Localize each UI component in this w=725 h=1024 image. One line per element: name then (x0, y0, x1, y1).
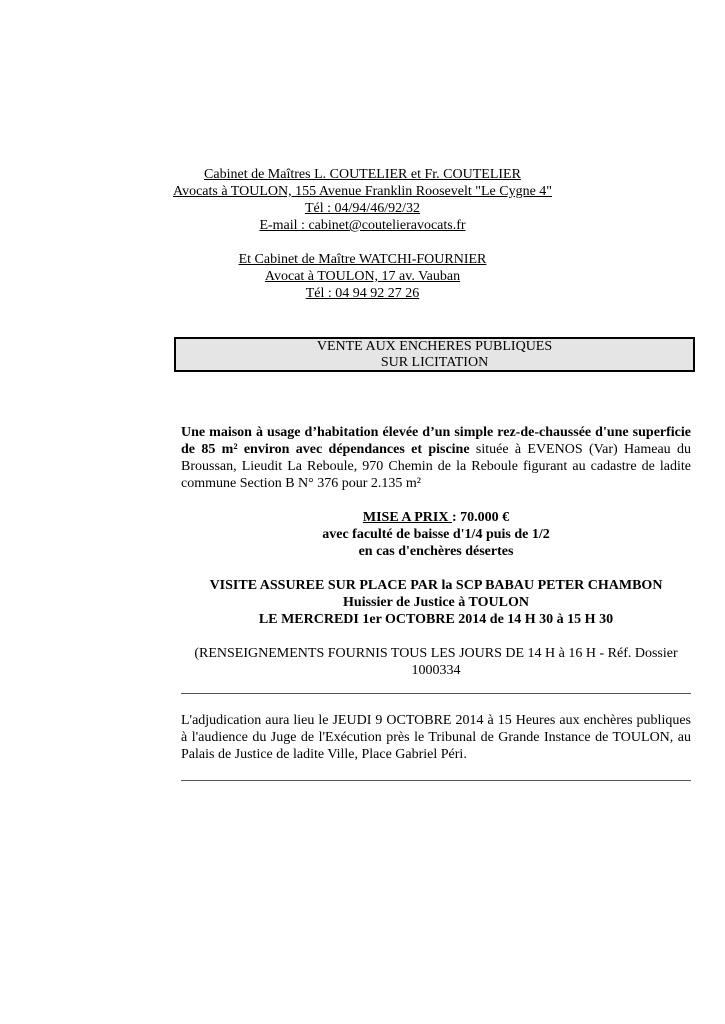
visit-line1: VISITE ASSUREE SUR PLACE PAR la SCP BABAU PETER CHAMBON (209, 578, 663, 593)
visit-block (181, 577, 691, 628)
price-condition-note: en cas d'enchères désertes (358, 544, 514, 559)
sale-title-line1: VENTE AUX ENCHERES PUBLIQUES (316, 338, 553, 354)
starting-price-value: : 70.000 € (451, 510, 510, 525)
firm1-phone: Tél : 04/94/46/92/32 (304, 201, 421, 216)
firm2-block (0, 251, 725, 302)
price-reduction-note: avec faculté de baisse d'1/4 puis de 1/2 (322, 527, 550, 542)
firm1-address: Avocats à TOULON, 155 Avenue Franklin Roosevelt "Le Cygne 4" (173, 184, 552, 199)
info-text: (RENSEIGNEMENTS FOURNIS TOUS LES JOURS DE 14 H à 16 H - Réf. Dossier 1000334 (194, 646, 678, 678)
visit-line3: LE MERCREDI 1er OCTOBRE 2014 de 14 H 30 à 15 H 30 (258, 612, 614, 627)
sale-title-line2: SUR LICITATION (380, 354, 489, 370)
firm1-name: Cabinet de Maîtres L. COUTELIER et Fr. COUTELIER (204, 167, 521, 182)
property-description (181, 424, 691, 492)
firm1-block (0, 166, 725, 234)
property-description-rest: située à EVENOS (Var) Hameau du Broussan, Lieudit La Reboule, 970 Chemin de la Reboule figurant au cadastre de ladite commune Section B N° 376 pour 2.135 m² (181, 442, 691, 491)
divider-top (181, 693, 691, 694)
firm2-address: Avocat à TOULON, 17 av. Vauban (264, 269, 461, 284)
adjudication-text: L'adjudication aura lieu le JEUDI 9 OCTOBRE 2014 à 15 Heures aux enchères publiques à l'audience du Juge de l'Exécution près le Tribunal de Grande Instance de TOULON, au Palais de Justice de ladite Ville, Place Gabriel Péri. (181, 713, 691, 762)
starting-price-block (181, 509, 691, 560)
firm1-email: E-mail : cabinet@coutelieravocats.fr (259, 218, 466, 233)
divider-bottom (181, 780, 691, 781)
firm2-name: Et Cabinet de Maître WATCHI-FOURNIER (238, 252, 487, 267)
firm2-phone: Tél : 04 94 92 27 26 (305, 286, 420, 301)
starting-price-label: MISE A PRIX (362, 510, 452, 525)
sale-title-box (174, 337, 695, 372)
property-description-bold: Une maison à usage d’habitation élevée d’un simple rez-de-chaussée d'une superficie de 85 m² environ avec dépendances et piscine (181, 425, 691, 457)
visit-line2: Huissier de Justice à TOULON (343, 595, 529, 610)
